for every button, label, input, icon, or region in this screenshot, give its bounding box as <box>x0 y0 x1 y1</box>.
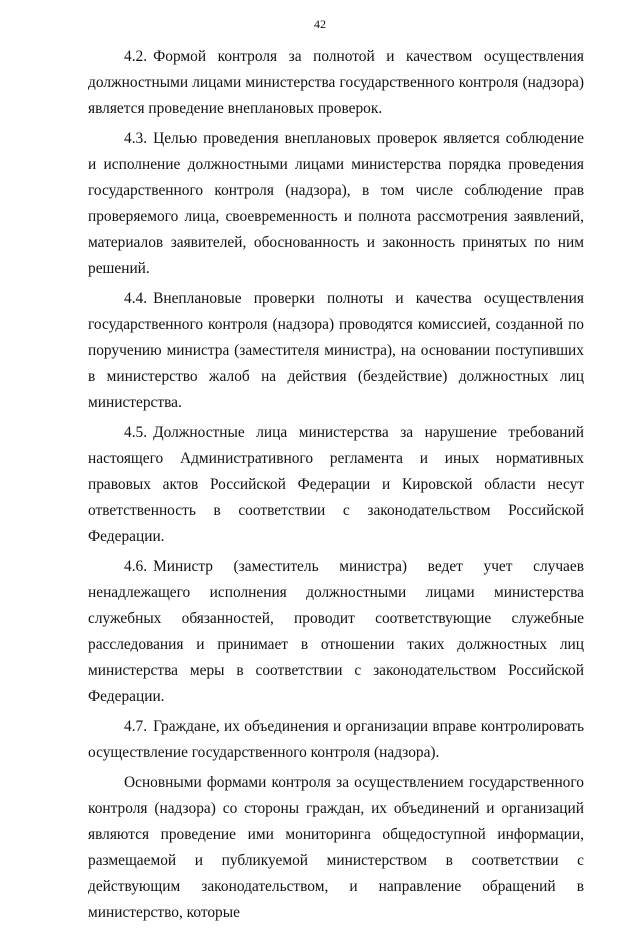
paragraph-number: 4.7. <box>124 718 148 735</box>
paragraph-number: 4.3. <box>124 130 148 147</box>
paragraph-4-6 <box>88 554 584 710</box>
paragraph-number: 4.4. <box>124 290 148 307</box>
page-number: 42 <box>314 17 326 31</box>
paragraph-text: Граждане, их объединения и организации вправе контролировать осуществление государственного контроля (надзора). <box>88 718 584 761</box>
paragraph-4-3 <box>88 126 584 282</box>
paragraph-number: 4.5. <box>124 424 148 441</box>
paragraph-forms-of-control <box>88 770 584 926</box>
paragraph-text: Министр (заместитель министра) ведет учет случаев ненадлежащего исполнения должностными лицами министерства служебных обязанностей, проводит соответствующие служебные расследования и принимает в отношении таких должностных лиц министерства меры в соответствии с законодательством Российской Федерации. <box>88 558 584 705</box>
paragraph-4-5 <box>88 420 584 550</box>
paragraph-text: Должностные лица министерства за нарушение требований настоящего Административного регламента и иных нормативных правовых актов Российской Федерации и Кировской области несут ответственность в соответствии с законодательством Российской Федерации. <box>88 424 584 545</box>
paragraph-4-7 <box>88 714 584 766</box>
document-body <box>88 44 584 930</box>
paragraph-number: 4.6. <box>124 558 148 575</box>
paragraph-text: Основными формами контроля за осуществлением государственного контроля (надзора) со стороны граждан, их объединений и организаций являются проведение ими мониторинга общедоступной информации, размещаемой и публикуемой министерством в соответствии с действующим законодательством, и направление обращений в министерство, которые <box>88 774 584 921</box>
paragraph-text: Целью проведения внеплановых проверок является соблюдение и исполнение должностными лицами министерства порядка проведения государственного контроля (надзора), в том числе соблюдение прав проверяемого лица, своевременность и полнота рассмотрения заявлений, материалов заявителей, обоснованность и законность принятых по ним решений. <box>88 130 584 277</box>
paragraph-4-4 <box>88 286 584 416</box>
paragraph-text: Внеплановые проверки полноты и качества осуществления государственного контроля (надзора) проводятся комиссией, созданной по поручению министра (заместителя министра), на основании поступивших в министерство жалоб на действия (бездействие) должностных лиц министерства. <box>88 290 584 411</box>
paragraph-4-2 <box>88 44 584 122</box>
paragraph-text: Формой контроля за полнотой и качеством осуществления должностными лицами министерства государственного контроля (надзора) является проведение внеплановых проверок. <box>88 48 584 117</box>
paragraph-number: 4.2. <box>124 48 148 65</box>
